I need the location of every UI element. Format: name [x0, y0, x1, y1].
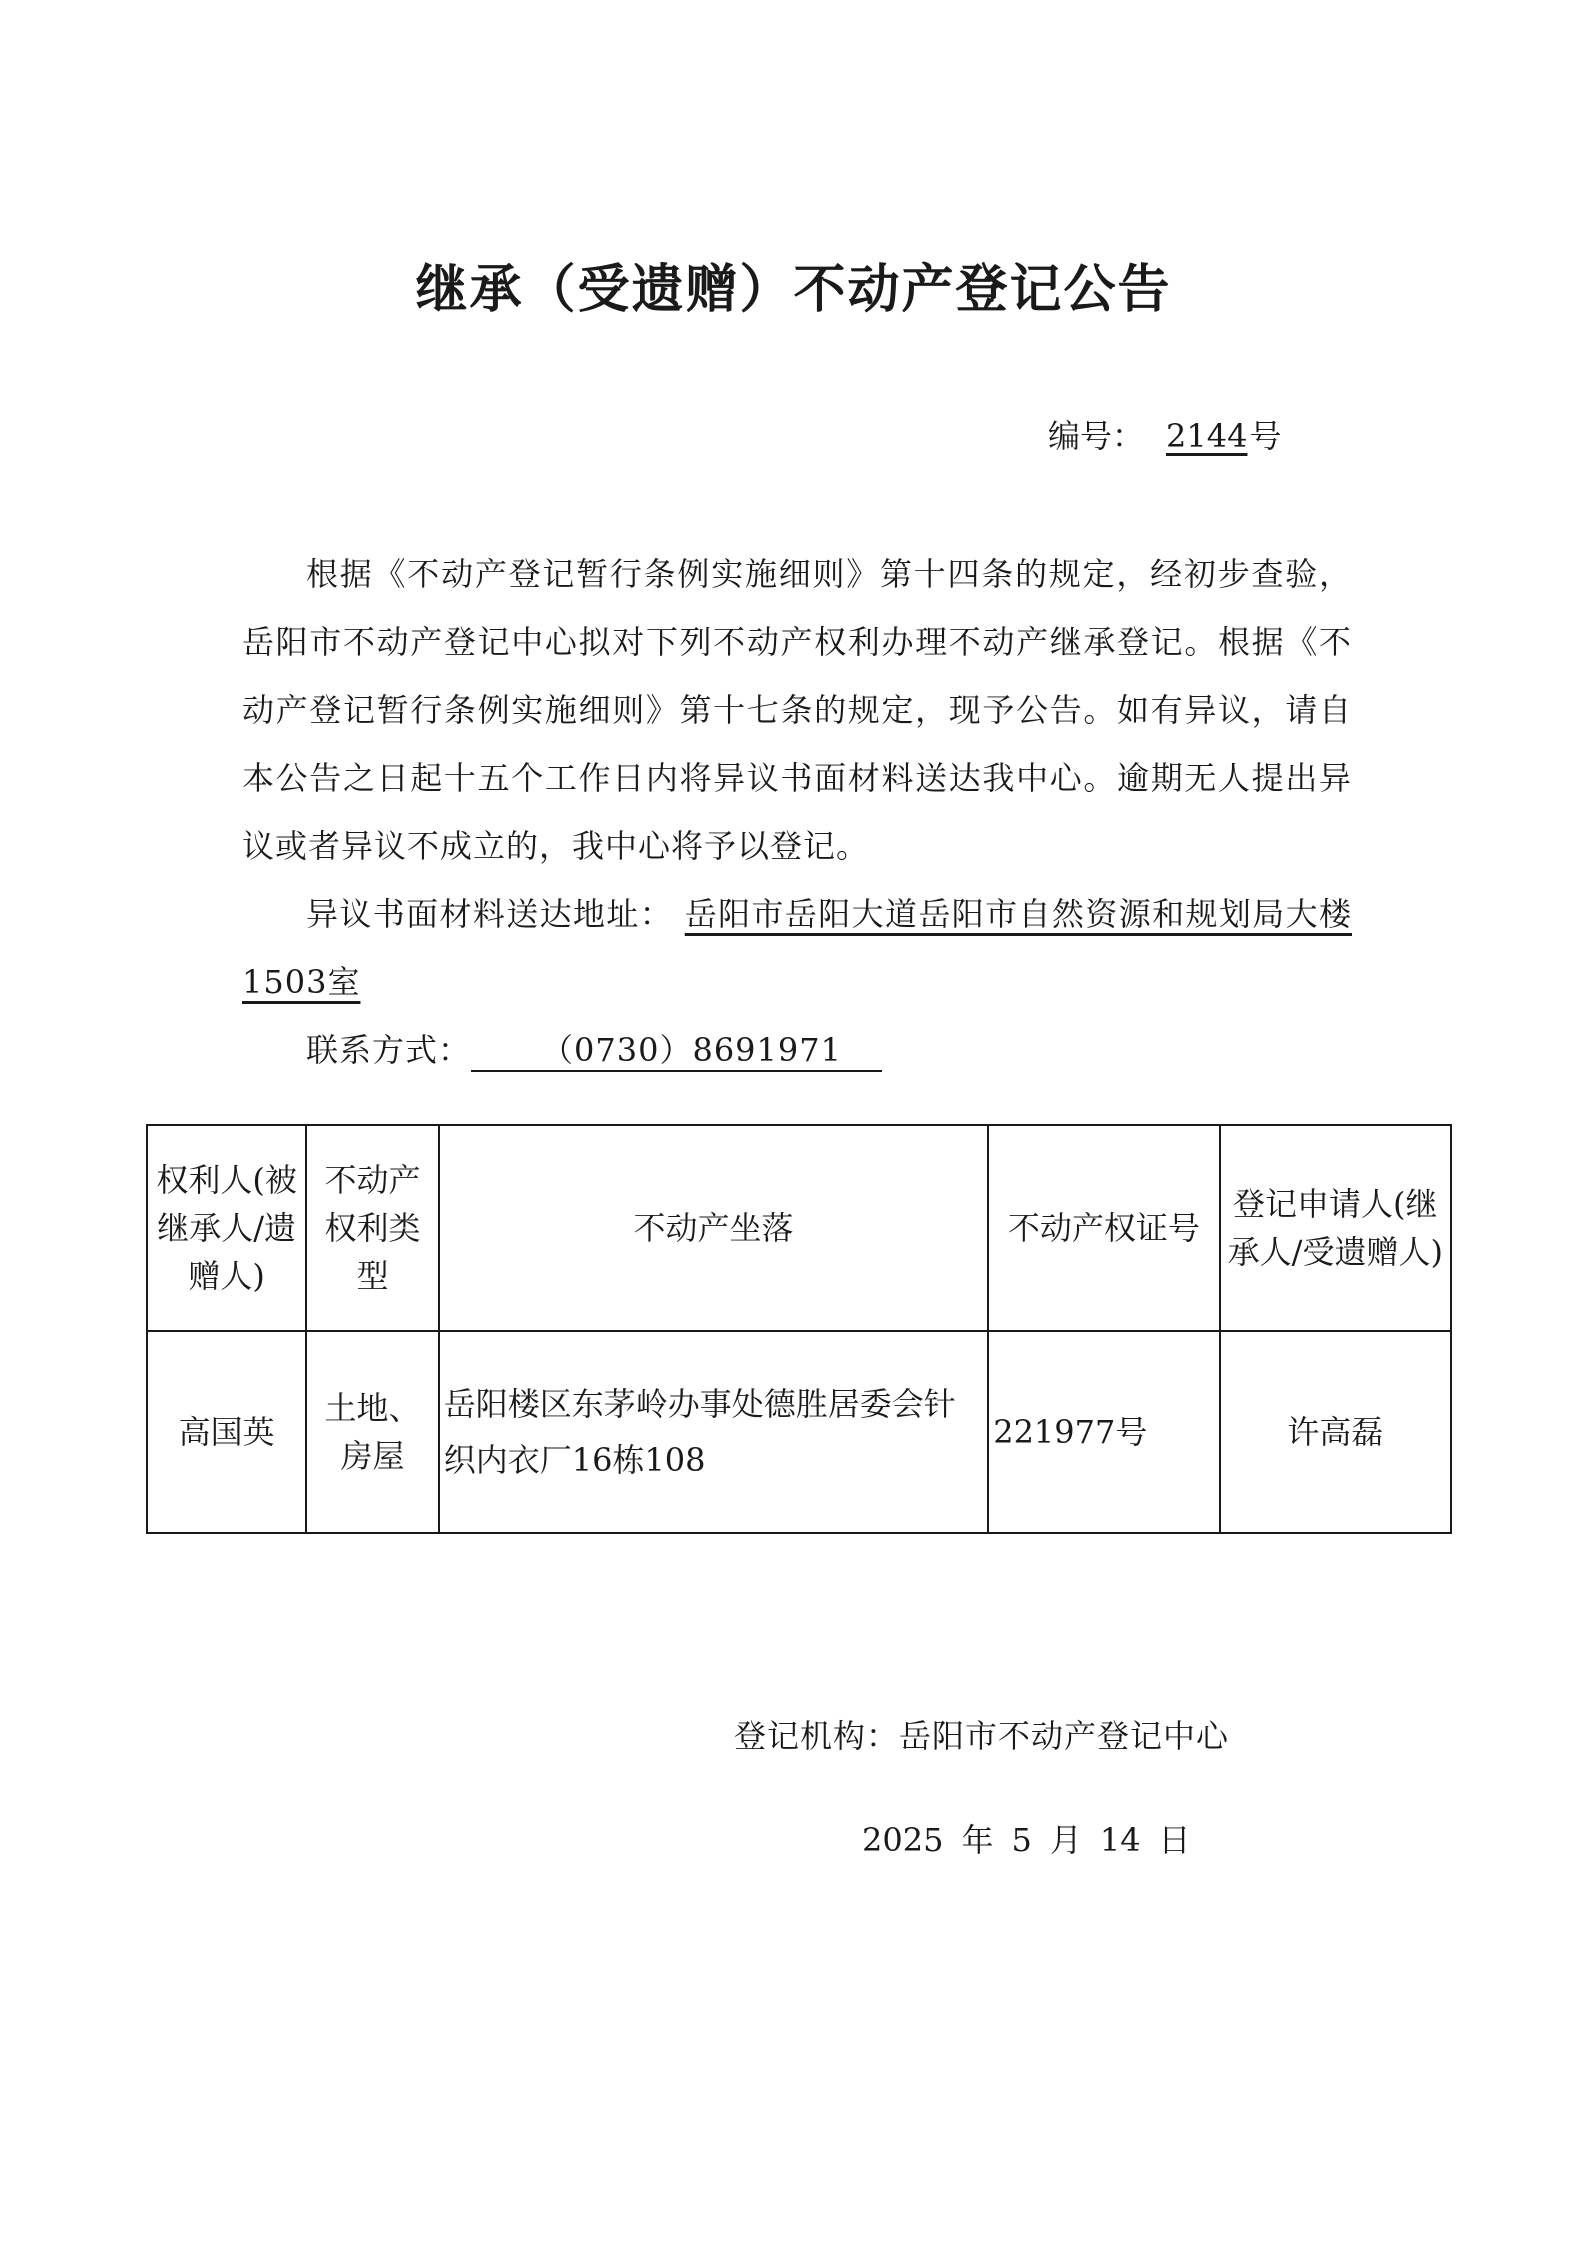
contact-label: 联系方式： — [306, 1031, 472, 1069]
org-value: 岳阳市不动产登记中心 — [899, 1717, 1230, 1755]
header-location: 不动产坐落 — [439, 1125, 988, 1331]
address-label: 异议书面材料送达地址： — [306, 895, 674, 933]
announcement-date — [862, 1818, 1209, 1862]
cell-holder: 高国英 — [147, 1331, 306, 1533]
date-month: 5 — [1011, 1821, 1032, 1859]
date-day: 14 — [1099, 1821, 1141, 1859]
announcement-paragraph: 根据《不动产登记暂行条例实施细则》第十四条的规定，经初步查验，岳阳市不动产登记中心拟对下列不动产权利办理不动产继承登记。根据《不动产登记暂行条例实施细则》第十七条的规定，现予公告。如有异议，请自本公告之日起十五个工作日内将异议书面材料送达我中心。逾期无人提出异议或者异议不成立的，我中心将予以登记。 — [242, 555, 1352, 865]
document-number-value: 2144 — [1166, 417, 1248, 455]
date-day-unit: 日 — [1158, 1821, 1191, 1859]
registration-org — [734, 1714, 1229, 1758]
cell-applicant: 许高磊 — [1220, 1331, 1451, 1533]
announcement-body — [242, 540, 1352, 1084]
registration-table — [146, 1124, 1452, 1534]
table-header-row — [147, 1125, 1451, 1331]
contact-value: （0730）8691971 — [471, 1030, 882, 1072]
date-month-unit: 月 — [1049, 1821, 1082, 1859]
document-number — [1048, 414, 1281, 458]
date-year: 2025 — [862, 1821, 944, 1859]
contact-line — [242, 1016, 1352, 1084]
document-number-label: 编号： — [1048, 417, 1145, 455]
header-applicant: 登记申请人(继承人/受遗赠人) — [1220, 1125, 1451, 1331]
header-cert-number: 不动产权证号 — [988, 1125, 1219, 1331]
cell-location: 岳阳楼区东茅岭办事处德胜居委会针织内衣厂16栋108 — [439, 1331, 988, 1533]
header-holder: 权利人(被继承人/遗赠人) — [147, 1125, 306, 1331]
org-label: 登记机构： — [734, 1717, 900, 1755]
page-title: 继承（受遗赠）不动产登记公告 — [415, 260, 1172, 320]
table-row — [147, 1331, 1451, 1533]
address-line — [242, 880, 1352, 1016]
date-year-unit: 年 — [961, 1821, 994, 1859]
cell-right-type: 土地、房屋 — [306, 1331, 438, 1533]
cell-cert-number: 221977号 — [988, 1331, 1219, 1533]
document-number-suffix: 号 — [1249, 417, 1282, 455]
address-value: 岳阳市岳阳大道岳阳市自然资源和规划局大楼1503室 — [242, 895, 1352, 1001]
header-right-type: 不动产权利类型 — [306, 1125, 438, 1331]
